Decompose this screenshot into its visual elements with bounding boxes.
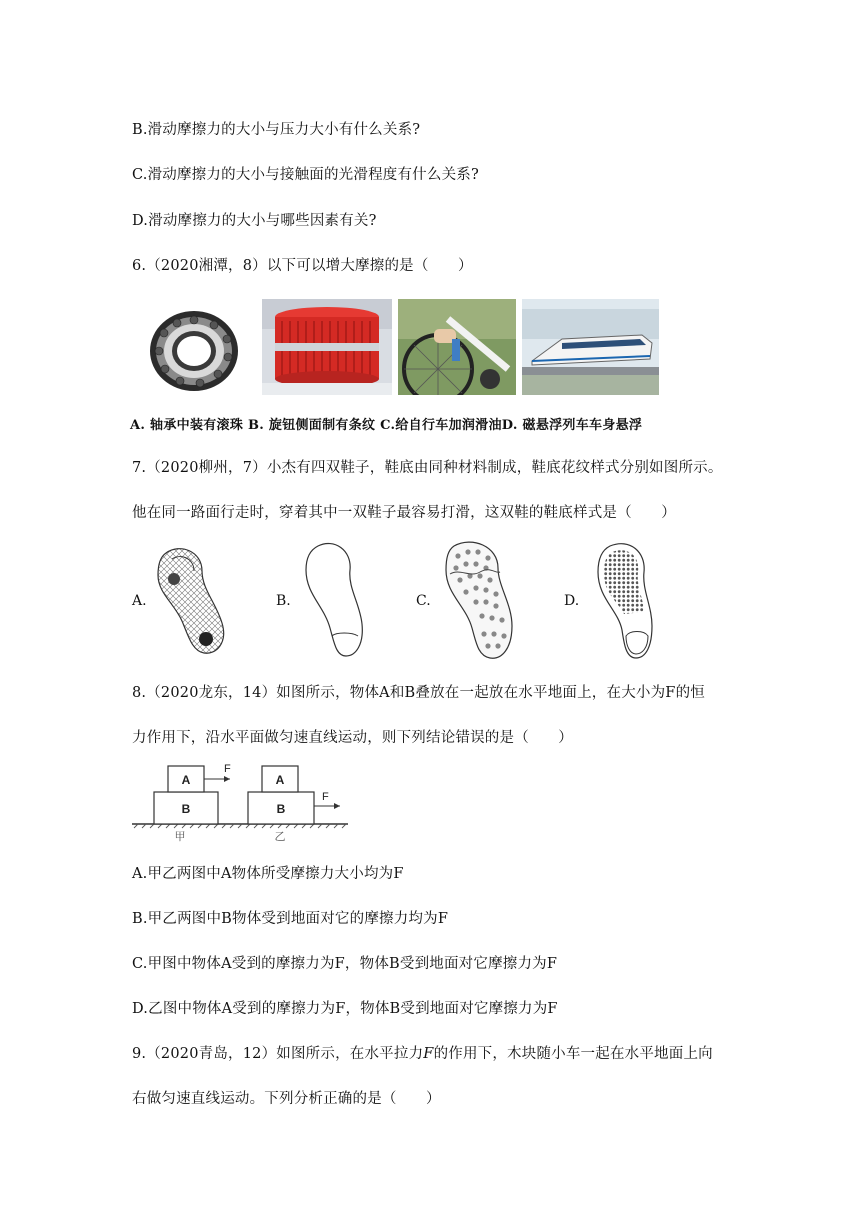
- diagram-block-b-left: B: [181, 802, 191, 816]
- q5-option-b: B.滑动摩擦力的大小与压力大小有什么关系?: [132, 122, 421, 138]
- diagram-force-right: F: [322, 791, 329, 803]
- q6-stem: 6.（2020湘潭，8）以下可以增大摩擦的是（ ）: [132, 258, 473, 274]
- bicycle-oil-photo: [398, 299, 516, 395]
- q9-stem-post: 的作用下，木块随小车一起在水平地面上向: [433, 1046, 713, 1062]
- q7-label-b: B.: [276, 593, 291, 609]
- q8-stem-line2: 力作用下，沿水平面做匀速直线运动，则下列结论错误的是（ ）: [132, 730, 573, 746]
- q7-stem-line2: 他在同一路面行走时，穿着其中一双鞋子最容易打滑，这双鞋的鞋底样式是（ ）: [132, 505, 676, 521]
- shoe-sole-d: [590, 540, 666, 662]
- q5-option-d: D.滑动摩擦力的大小与哪些因素有关?: [132, 213, 377, 229]
- shoe-sole-a: [152, 545, 232, 657]
- q7-label-c: C.: [416, 593, 431, 609]
- shoe-sole-c: [440, 538, 524, 662]
- q9-stem-pre: 9.（2020青岛，12）如图所示，在水平拉力: [132, 1046, 424, 1062]
- q5-option-c: C.滑动摩擦力的大小与接触面的光滑程度有什么关系?: [132, 167, 479, 183]
- shoe-sole-b: [300, 540, 378, 660]
- diagram-force-left: F: [224, 763, 231, 775]
- q9-stem-line2: 右做匀速直线运动。下列分析正确的是（ ）: [132, 1091, 441, 1107]
- q7-label-d: D.: [564, 593, 580, 609]
- diagram-label-yi: 乙: [274, 830, 286, 843]
- q7-stem-line1: 7.（2020柳州，7）小杰有四双鞋子，鞋底由同种材料制成，鞋底花纹样式分别如图所示。: [132, 460, 723, 476]
- diagram-block-b-right: B: [276, 802, 286, 816]
- q8-option-c: C.甲图中物体A受到的摩擦力为F，物体B受到地面对它摩擦力为F: [132, 956, 558, 972]
- q8-stem-line1: 8.（2020龙东，14）如图所示，物体A和B叠放在一起放在水平地面上，在大小为F的恒: [132, 685, 705, 701]
- q8-option-a: A.甲乙两图中A物体所受摩擦力大小均为F: [132, 866, 404, 882]
- q8-option-b: B.甲乙两图中B物体受到地面对它的摩擦力均为F: [132, 911, 449, 927]
- q8-option-d: D.乙图中物体A受到的摩擦力为F，物体B受到地面对它摩擦力为F: [132, 1001, 558, 1017]
- q9-force-variable: F: [423, 1046, 434, 1062]
- maglev-train-photo: [522, 299, 659, 395]
- knob-photo: [262, 299, 392, 395]
- diagram-block-a-right: A: [275, 773, 285, 787]
- bearing-photo: [132, 299, 254, 395]
- diagram-label-jia: 甲: [174, 830, 186, 843]
- q6-caption: A. 轴承中装有滚珠 B. 旋钮侧面制有条纹 C.给自行车加润滑油D. 磁悬浮列车车身悬浮: [130, 418, 643, 433]
- q7-label-a: A.: [132, 593, 147, 609]
- q8-force-diagram: [130, 758, 352, 844]
- q9-stem-line1: [132, 1042, 713, 1063]
- diagram-block-a-left: A: [181, 773, 191, 787]
